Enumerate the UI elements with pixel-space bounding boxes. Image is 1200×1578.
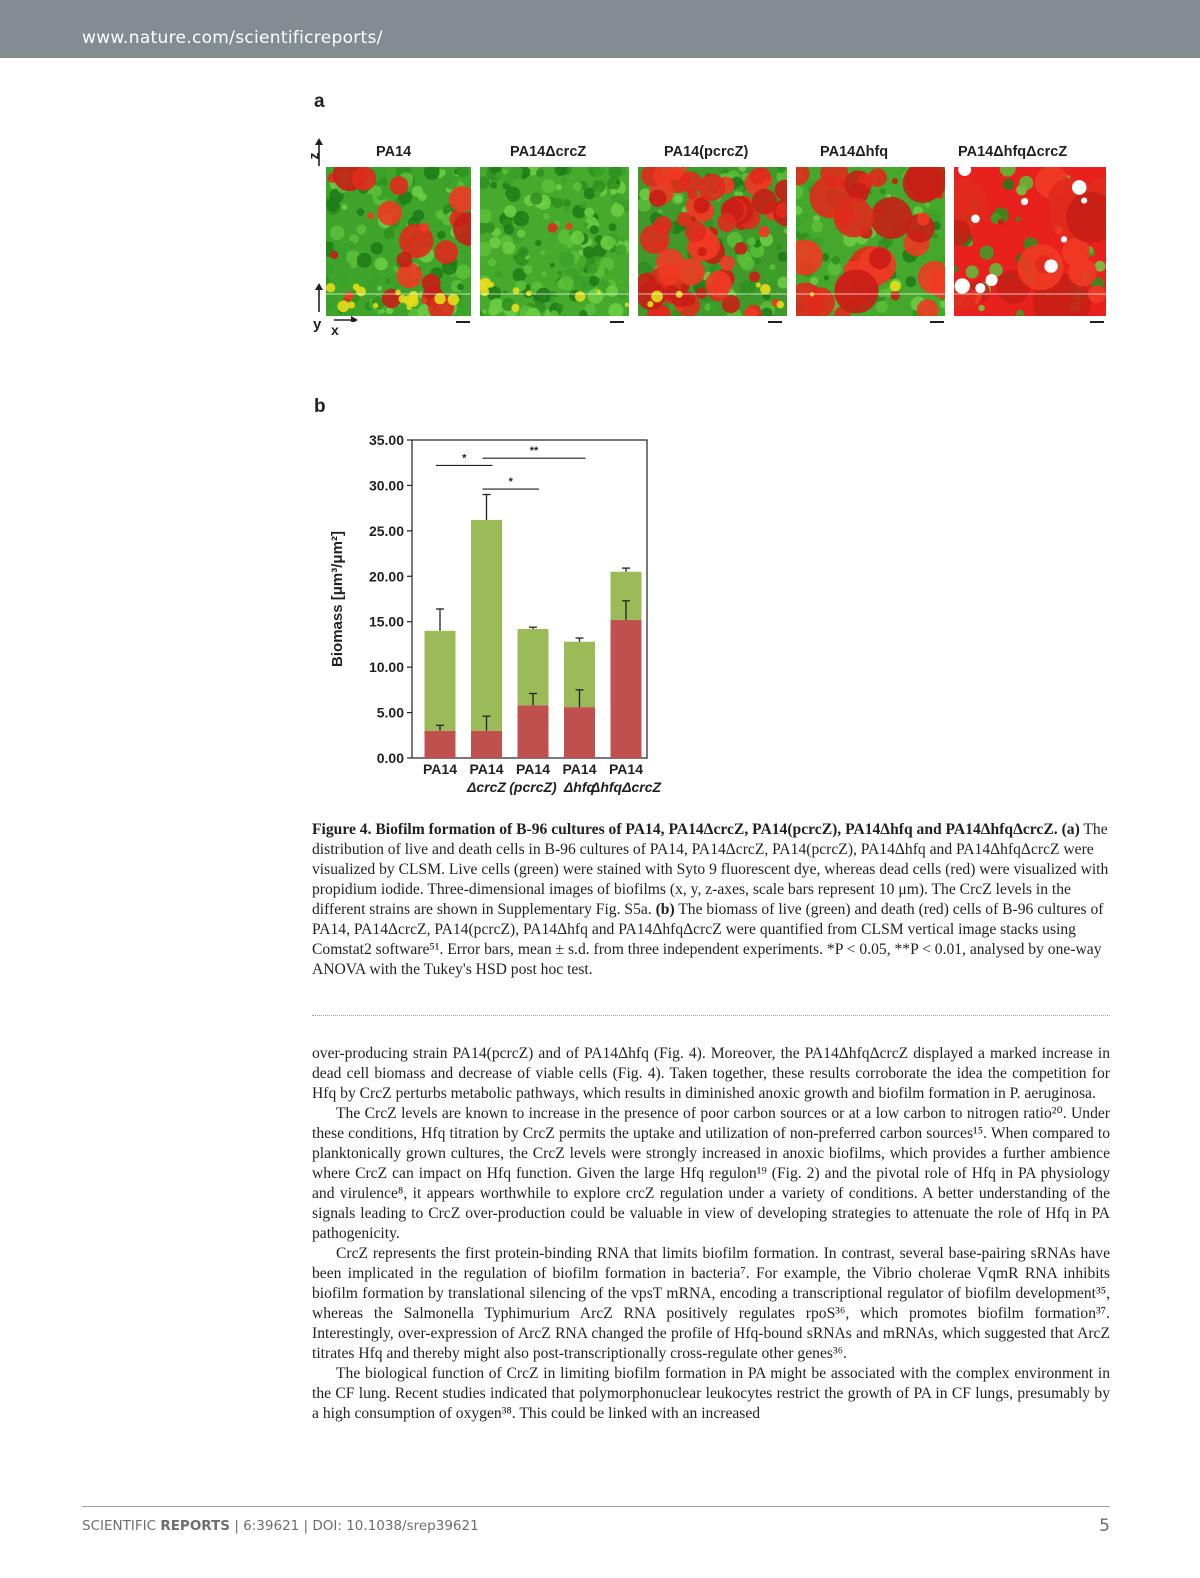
x-tick-label: PA14 bbox=[469, 761, 504, 777]
x-tick-label: ΔcrcZ bbox=[467, 779, 506, 795]
bar-live-cells bbox=[471, 520, 502, 731]
y-tick-label: 20.00 bbox=[368, 568, 404, 585]
image-label-pa14: PA14 bbox=[376, 144, 412, 160]
y-axis-label: Biomass [μm³/μm²] bbox=[329, 531, 346, 667]
y-tick-label: 15.00 bbox=[368, 613, 404, 630]
caption-text-a: The distribution of live and death cells in B-96 cultures of PA14, PA14ΔcrcZ, PA14(pcrcZ), PA14Δhfq and PA14ΔhfqΔcrcZ were visualized by CLSM. Live cells (green) were stained with Syto 9 fluorescent dye, whereas dead cells (red) were visualized with propidium iodide. Three-dimensional images of biofilms (x, y, z-axes, scale bars represent 10 μm). The CrcZ levels in the different strains are shown in Supplementary Fig. S5a. bbox=[312, 821, 1109, 918]
scale-bar bbox=[456, 321, 470, 323]
x-axis-label: x bbox=[331, 322, 339, 338]
image-label-pa14-crcz: PA14ΔcrcZ bbox=[510, 144, 587, 160]
bar-dead-cells bbox=[611, 620, 642, 758]
error-bar bbox=[622, 568, 630, 572]
site-url[interactable]: www.nature.com/scientificreports/ bbox=[82, 28, 383, 48]
z-axis-arrow bbox=[312, 138, 326, 168]
error-bar bbox=[436, 609, 444, 631]
scale-bar bbox=[610, 321, 624, 323]
x-tick-label: (pcrcZ) bbox=[509, 779, 557, 795]
body-paragraph: The biological function of CrcZ in limiting biofilm formation in PA might be associated with the complex environment in the CF lung. Recent studies indicated that polymorphonuclear leukocytes restrict the growth of PA in CF lungs, presumably by a high consumption of oxygen³⁸. This could be linked with an increased bbox=[312, 1365, 1110, 1422]
y-tick-label: 30.00 bbox=[368, 477, 404, 494]
caption-part-b: (b) bbox=[655, 901, 675, 918]
scale-bar bbox=[930, 321, 944, 323]
body-paragraph: CrcZ represents the first protein-binding RNA that limits biofilm formation. In contrast, several base-pairing sRNAs have been implicated in the regulation of biofilm formation in bacteria⁷. For example, the Vibrio cholerae VqmR RNA inhibits biofilm formation by translational silencing of the vpsT mRNA, encoding a transcriptional regulator of biofilm development³⁵, whereas the Salmonella Typhimurium ArcZ RNA positively regulates rpoS³⁶, which promotes biofilm formation³⁷. Interestingly, over-expression of ArcZ RNA changed the profile of Hfq-bound sRNAs and mRNAs, which suggested that ArcZ titrates Hfq and thereby might also post-transcriptionally cross-regulate other genes³⁶. bbox=[312, 1245, 1110, 1362]
footer-rule bbox=[82, 1506, 1110, 1507]
error-bar bbox=[576, 638, 584, 642]
y-tick-label: 25.00 bbox=[368, 522, 404, 539]
body-paragraph: over-producing strain PA14(pcrcZ) and of PA14Δhfq (Fig. 4). Moreover, the PA14ΔhfqΔcrcZ displayed a marked increase in dead cell biomass and decrease of viable cells (Fig. 4). Taken together, these results corroborate the idea the competition for Hfq by CrcZ perturbs metabolic pathways, which results in diminished anoxic growth and biofilm formation in P. aeruginosa. bbox=[312, 1045, 1110, 1102]
top-bar bbox=[0, 0, 1200, 58]
panel-a-label: a bbox=[314, 91, 325, 112]
error-bar bbox=[483, 495, 491, 520]
article-body bbox=[312, 1044, 1110, 1424]
bar-dead-cells bbox=[564, 707, 595, 758]
microscopy-image-pa14-pcrcz bbox=[638, 167, 787, 316]
caption-part-a: (a) bbox=[1061, 821, 1080, 838]
significance-marker: ** bbox=[529, 445, 539, 458]
y-axis-label: y bbox=[313, 316, 322, 333]
x-tick-label: ΔhfqΔcrcZ bbox=[590, 779, 662, 795]
journal-name-light: SCIENTIFIC bbox=[82, 1518, 157, 1534]
caption-text-b: The biomass of live (green) and death (red) cells of B-96 cultures of PA14, PA14ΔcrcZ, PA14(pcrcZ), PA14Δhfq and PA14ΔhfqΔcrcZ were quantified from CLSM vertical image stacks using Comstat2 software⁵¹. Error bars, mean ± s.d. from three independent experiments. *P < 0.05, **P < 0.01, analysed by one-way ANOVA with the Tukey's HSD post hoc test. bbox=[312, 901, 1104, 978]
significance-marker: * bbox=[462, 452, 467, 465]
body-paragraph: The CrcZ levels are known to increase in the presence of poor carbon sources or at a low carbon to nitrogen ratio²⁰. Under these conditions, Hfq titration by CrcZ permits the uptake and utilization of non-preferred carbon sources¹⁵. When compared to planktonically grown cultures, the CrcZ levels were strongly increased in anoxic biofilms, which provides a further ambience where CrcZ can impact on Hfq function. Given the large Hfq regulon¹⁹ (Fig. 2) and the pivotal role of Hfq in PA physiology and virulence⁸, it appears worthwhile to explore crcZ regulation under a variety of conditions. A better understanding of the signals leading to CrcZ over-production could be valuable in view of developing strategies to attenuate the role of Hfq in PA pathogenicity. bbox=[312, 1105, 1110, 1242]
bar-dead-cells bbox=[471, 731, 502, 758]
image-label-pa14-hfq: PA14Δhfq bbox=[820, 144, 889, 160]
scale-bar bbox=[1090, 321, 1104, 323]
x-tick-label: PA14 bbox=[516, 761, 550, 777]
y-tick-label: 10.00 bbox=[368, 659, 404, 676]
scale-bar bbox=[768, 321, 782, 323]
microscopy-image-pa14-hfq-crcz bbox=[954, 167, 1106, 316]
y-tick-label: 0.00 bbox=[376, 750, 404, 766]
y-tick-label: 5.00 bbox=[376, 704, 404, 721]
error-bar bbox=[529, 627, 537, 629]
figure-caption bbox=[312, 820, 1112, 980]
journal-name-bold: REPORTS bbox=[160, 1518, 231, 1534]
microscopy-image-pa14-hfq bbox=[796, 167, 945, 316]
image-label-pa14-pcrcz: PA14(pcrcZ) bbox=[664, 144, 749, 160]
z-axis-label: z bbox=[305, 152, 322, 160]
caption-title: Figure 4. Biofilm formation of B-96 cultures of PA14, PA14ΔcrcZ, PA14(pcrcZ), PA14Δhfq and PA14ΔhfqΔcrcZ. bbox=[312, 821, 1058, 838]
x-tick-label: PA14 bbox=[562, 761, 597, 777]
panel-b-label: b bbox=[314, 396, 326, 417]
image-label-pa14-hfq-crcz: PA14ΔhfqΔcrcZ bbox=[958, 144, 1068, 160]
doi-text: | 6:39621 | DOI: 10.1038/srep39621 bbox=[230, 1518, 479, 1534]
x-tick-label: PA14 bbox=[423, 761, 457, 777]
biomass-bar-chart bbox=[322, 428, 722, 808]
bar-live-cells bbox=[425, 631, 456, 731]
caption-divider bbox=[312, 1015, 1110, 1016]
x-tick-label: Δhfq bbox=[563, 779, 596, 795]
x-tick-label: PA14 bbox=[609, 761, 643, 777]
bar-dead-cells bbox=[518, 705, 549, 758]
significance-marker: * bbox=[508, 476, 513, 489]
microscopy-image-pa14-crcz bbox=[480, 167, 629, 316]
microscopy-image-pa14 bbox=[326, 167, 471, 316]
bar-dead-cells bbox=[425, 731, 456, 758]
y-tick-label: 35.00 bbox=[368, 432, 404, 448]
page-number: 5 bbox=[1099, 1516, 1110, 1536]
footer-citation bbox=[82, 1518, 479, 1534]
